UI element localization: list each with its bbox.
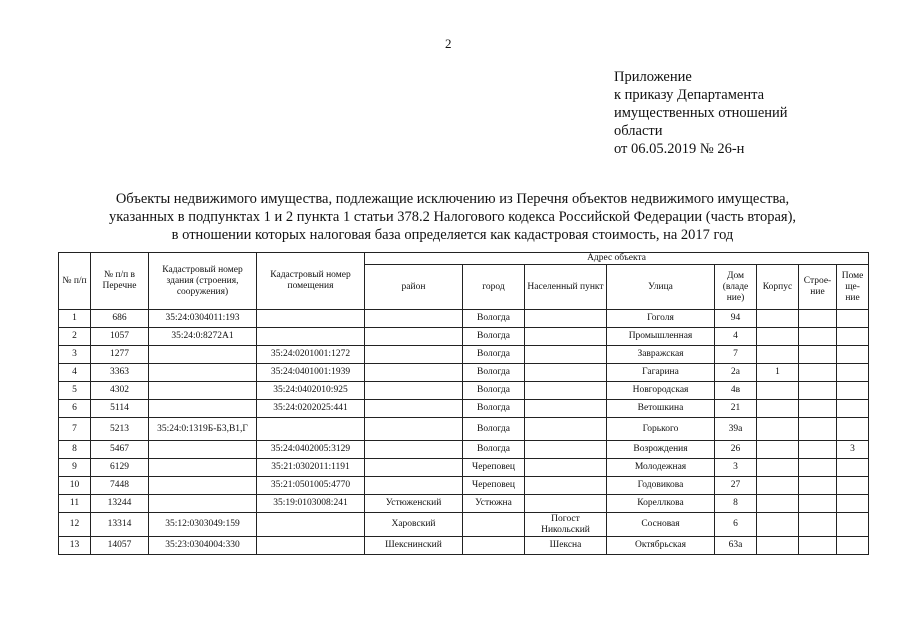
header-pomeshchenie: Поме ще- ние bbox=[837, 265, 869, 310]
cell-street: Годовикова bbox=[607, 477, 715, 495]
cell-stroenie bbox=[799, 310, 837, 328]
table-row bbox=[59, 400, 869, 418]
cell-street: Гоголя bbox=[607, 310, 715, 328]
cell-stroenie bbox=[799, 418, 837, 441]
cell-list-num: 6129 bbox=[91, 459, 149, 477]
cell-pomeshchenie bbox=[837, 346, 869, 364]
cell-list-num: 5114 bbox=[91, 400, 149, 418]
cell-num: 1 bbox=[59, 310, 91, 328]
cell-house: 2а bbox=[715, 364, 757, 382]
cell-building-cadastral bbox=[149, 364, 257, 382]
cell-district: Устюженский bbox=[365, 495, 463, 513]
cell-district bbox=[365, 441, 463, 459]
cell-house: 4в bbox=[715, 382, 757, 400]
cell-pomeshchenie bbox=[837, 364, 869, 382]
cell-premises-cadastral: 35:24:0402005:3129 bbox=[257, 441, 365, 459]
header-building-cadastral: Кадастровый номер здания (строения, сооружения) bbox=[149, 253, 257, 310]
cell-building-cadastral: 35:24:0:1319Б-Б3,В1,Г bbox=[149, 418, 257, 441]
cell-city: Вологда bbox=[463, 418, 525, 441]
cell-district bbox=[365, 382, 463, 400]
cell-num: 9 bbox=[59, 459, 91, 477]
cell-district: Шекснинский bbox=[365, 537, 463, 555]
cell-building-cadastral: 35:24:0:8272А1 bbox=[149, 328, 257, 346]
cell-house: 94 bbox=[715, 310, 757, 328]
cell-list-num: 686 bbox=[91, 310, 149, 328]
cell-stroenie bbox=[799, 495, 837, 513]
cell-settlement bbox=[525, 364, 607, 382]
cell-pomeshchenie bbox=[837, 477, 869, 495]
cell-street: Новгородская bbox=[607, 382, 715, 400]
cell-list-num: 7448 bbox=[91, 477, 149, 495]
cell-pomeshchenie bbox=[837, 459, 869, 477]
cell-city bbox=[463, 513, 525, 537]
cell-num: 3 bbox=[59, 346, 91, 364]
cell-list-num: 1057 bbox=[91, 328, 149, 346]
cell-street: Завражская bbox=[607, 346, 715, 364]
appendix-line: области bbox=[614, 123, 663, 139]
document-title bbox=[0, 190, 905, 244]
cell-house: 8 bbox=[715, 495, 757, 513]
cell-settlement bbox=[525, 310, 607, 328]
cell-house: 39а bbox=[715, 418, 757, 441]
cell-settlement bbox=[525, 346, 607, 364]
cell-settlement bbox=[525, 441, 607, 459]
cell-settlement bbox=[525, 418, 607, 441]
cell-num: 5 bbox=[59, 382, 91, 400]
cell-stroenie bbox=[799, 328, 837, 346]
cell-premises-cadastral bbox=[257, 328, 365, 346]
appendix-line: к приказу Департамента bbox=[614, 87, 765, 103]
cell-num: 12 bbox=[59, 513, 91, 537]
cell-num: 8 bbox=[59, 441, 91, 459]
cell-building-cadastral bbox=[149, 400, 257, 418]
cell-list-num: 1277 bbox=[91, 346, 149, 364]
cell-korpus bbox=[757, 459, 799, 477]
table-row bbox=[59, 382, 869, 400]
table-row bbox=[59, 364, 869, 382]
cell-korpus bbox=[757, 346, 799, 364]
cell-korpus bbox=[757, 441, 799, 459]
cell-city: Череповец bbox=[463, 477, 525, 495]
cell-stroenie bbox=[799, 441, 837, 459]
header-city: город bbox=[463, 265, 525, 310]
cell-building-cadastral bbox=[149, 459, 257, 477]
cell-street: Ветошкина bbox=[607, 400, 715, 418]
cell-district bbox=[365, 459, 463, 477]
cell-settlement bbox=[525, 477, 607, 495]
cell-stroenie bbox=[799, 537, 837, 555]
cell-city: Вологда bbox=[463, 441, 525, 459]
cell-stroenie bbox=[799, 346, 837, 364]
table-row bbox=[59, 418, 869, 441]
cell-street: Молодежная bbox=[607, 459, 715, 477]
objects-table bbox=[58, 252, 869, 555]
cell-house: 63а bbox=[715, 537, 757, 555]
cell-stroenie bbox=[799, 477, 837, 495]
cell-stroenie bbox=[799, 513, 837, 537]
appendix-line: Приложение bbox=[614, 69, 692, 85]
cell-house: 27 bbox=[715, 477, 757, 495]
cell-district bbox=[365, 400, 463, 418]
header-num: № п/п bbox=[59, 253, 91, 310]
cell-num: 2 bbox=[59, 328, 91, 346]
cell-korpus bbox=[757, 310, 799, 328]
cell-city: Вологда bbox=[463, 346, 525, 364]
cell-house: 3 bbox=[715, 459, 757, 477]
cell-pomeshchenie bbox=[837, 537, 869, 555]
cell-house: 4 bbox=[715, 328, 757, 346]
cell-premises-cadastral bbox=[257, 513, 365, 537]
cell-korpus bbox=[757, 513, 799, 537]
cell-building-cadastral bbox=[149, 346, 257, 364]
cell-building-cadastral: 35:12:0303049:159 bbox=[149, 513, 257, 537]
cell-list-num: 3363 bbox=[91, 364, 149, 382]
title-line: Объекты недвижимого имущества, подлежащие исключению из Перечня объектов недвижимого имущества, bbox=[115, 191, 790, 207]
cell-district bbox=[365, 328, 463, 346]
cell-pomeshchenie: 3 bbox=[837, 441, 869, 459]
cell-street: Кореллкова bbox=[607, 495, 715, 513]
table-row bbox=[59, 328, 869, 346]
table-row bbox=[59, 495, 869, 513]
header-settlement: Населенный пункт bbox=[525, 265, 607, 310]
cell-pomeshchenie bbox=[837, 328, 869, 346]
cell-building-cadastral bbox=[149, 382, 257, 400]
cell-num: 7 bbox=[59, 418, 91, 441]
cell-settlement bbox=[525, 495, 607, 513]
cell-list-num: 13244 bbox=[91, 495, 149, 513]
cell-korpus bbox=[757, 382, 799, 400]
cell-korpus bbox=[757, 537, 799, 555]
cell-district bbox=[365, 364, 463, 382]
cell-pomeshchenie bbox=[837, 495, 869, 513]
cell-house: 7 bbox=[715, 346, 757, 364]
cell-street: Возрождения bbox=[607, 441, 715, 459]
cell-stroenie bbox=[799, 364, 837, 382]
cell-city: Вологда bbox=[463, 382, 525, 400]
cell-stroenie bbox=[799, 382, 837, 400]
cell-settlement: Шексна bbox=[525, 537, 607, 555]
table-row bbox=[59, 459, 869, 477]
cell-city bbox=[463, 537, 525, 555]
cell-premises-cadastral bbox=[257, 418, 365, 441]
cell-korpus bbox=[757, 400, 799, 418]
cell-premises-cadastral: 35:19:0103008:241 bbox=[257, 495, 365, 513]
cell-street: Октябрьская bbox=[607, 537, 715, 555]
cell-city: Череповец bbox=[463, 459, 525, 477]
table-row bbox=[59, 441, 869, 459]
cell-district: Харовский bbox=[365, 513, 463, 537]
cell-street: Горького bbox=[607, 418, 715, 441]
table-row bbox=[59, 346, 869, 364]
cell-settlement bbox=[525, 328, 607, 346]
cell-city: Вологда bbox=[463, 364, 525, 382]
cell-pomeshchenie bbox=[837, 382, 869, 400]
page-number: 2 bbox=[445, 36, 452, 51]
appendix-line: имущественных отношений bbox=[614, 105, 788, 121]
header-premises-cadastral: Кадастровый номер помещения bbox=[257, 253, 365, 310]
table-row bbox=[59, 477, 869, 495]
cell-korpus bbox=[757, 328, 799, 346]
cell-settlement bbox=[525, 459, 607, 477]
cell-district bbox=[365, 477, 463, 495]
table-row bbox=[59, 310, 869, 328]
cell-premises-cadastral: 35:21:0302011:1191 bbox=[257, 459, 365, 477]
cell-premises-cadastral: 35:24:0202025:441 bbox=[257, 400, 365, 418]
cell-district bbox=[365, 418, 463, 441]
header-address-group: Адрес объекта bbox=[365, 253, 869, 265]
cell-list-num: 14057 bbox=[91, 537, 149, 555]
table-row bbox=[59, 513, 869, 537]
header-district: район bbox=[365, 265, 463, 310]
cell-district bbox=[365, 310, 463, 328]
header-korpus: Корпус bbox=[757, 265, 799, 310]
cell-premises-cadastral bbox=[257, 537, 365, 555]
cell-korpus: 1 bbox=[757, 364, 799, 382]
cell-house: 26 bbox=[715, 441, 757, 459]
header-list-num: № п/п в Перечне bbox=[91, 253, 149, 310]
header-stroenie: Строе- ние bbox=[799, 265, 837, 310]
cell-building-cadastral bbox=[149, 495, 257, 513]
cell-building-cadastral bbox=[149, 477, 257, 495]
title-line: в отношении которых налоговая база определяется как кадастровая стоимость, на 2017 год bbox=[171, 227, 734, 243]
cell-stroenie bbox=[799, 459, 837, 477]
cell-house: 21 bbox=[715, 400, 757, 418]
cell-street: Промышленная bbox=[607, 328, 715, 346]
cell-list-num: 5213 bbox=[91, 418, 149, 441]
cell-korpus bbox=[757, 418, 799, 441]
cell-num: 13 bbox=[59, 537, 91, 555]
cell-district bbox=[365, 346, 463, 364]
cell-building-cadastral: 35:23:0304004:330 bbox=[149, 537, 257, 555]
cell-stroenie bbox=[799, 400, 837, 418]
cell-city: Устюжна bbox=[463, 495, 525, 513]
cell-settlement bbox=[525, 400, 607, 418]
appendix-block bbox=[614, 68, 788, 158]
cell-building-cadastral bbox=[149, 441, 257, 459]
cell-korpus bbox=[757, 495, 799, 513]
cell-list-num: 4302 bbox=[91, 382, 149, 400]
cell-pomeshchenie bbox=[837, 418, 869, 441]
cell-num: 10 bbox=[59, 477, 91, 495]
cell-premises-cadastral: 35:21:0501005:4770 bbox=[257, 477, 365, 495]
cell-premises-cadastral: 35:24:0201001:1272 bbox=[257, 346, 365, 364]
header-house: Дом (владе ние) bbox=[715, 265, 757, 310]
cell-num: 11 bbox=[59, 495, 91, 513]
cell-num: 6 bbox=[59, 400, 91, 418]
cell-pomeshchenie bbox=[837, 310, 869, 328]
cell-pomeshchenie bbox=[837, 513, 869, 537]
table-row bbox=[59, 537, 869, 555]
header-street: Улица bbox=[607, 265, 715, 310]
cell-premises-cadastral: 35:24:0401001:1939 bbox=[257, 364, 365, 382]
cell-premises-cadastral bbox=[257, 310, 365, 328]
cell-list-num: 5467 bbox=[91, 441, 149, 459]
cell-street: Гагарина bbox=[607, 364, 715, 382]
cell-building-cadastral: 35:24:0304011:193 bbox=[149, 310, 257, 328]
cell-house: 6 bbox=[715, 513, 757, 537]
cell-num: 4 bbox=[59, 364, 91, 382]
appendix-line: от 06.05.2019 № 26-н bbox=[614, 141, 745, 157]
title-line: указанных в подпунктах 1 и 2 пункта 1 статьи 378.2 Налогового кодекса Российской Федерации (часть вторая), bbox=[108, 209, 797, 225]
cell-pomeshchenie bbox=[837, 400, 869, 418]
cell-city: Вологда bbox=[463, 400, 525, 418]
cell-korpus bbox=[757, 477, 799, 495]
cell-street: Сосновая bbox=[607, 513, 715, 537]
cell-settlement: Погост Никольский bbox=[525, 513, 607, 537]
cell-list-num: 13314 bbox=[91, 513, 149, 537]
cell-settlement bbox=[525, 382, 607, 400]
cell-city: Вологда bbox=[463, 328, 525, 346]
cell-city: Вологда bbox=[463, 310, 525, 328]
cell-premises-cadastral: 35:24:0402010:925 bbox=[257, 382, 365, 400]
